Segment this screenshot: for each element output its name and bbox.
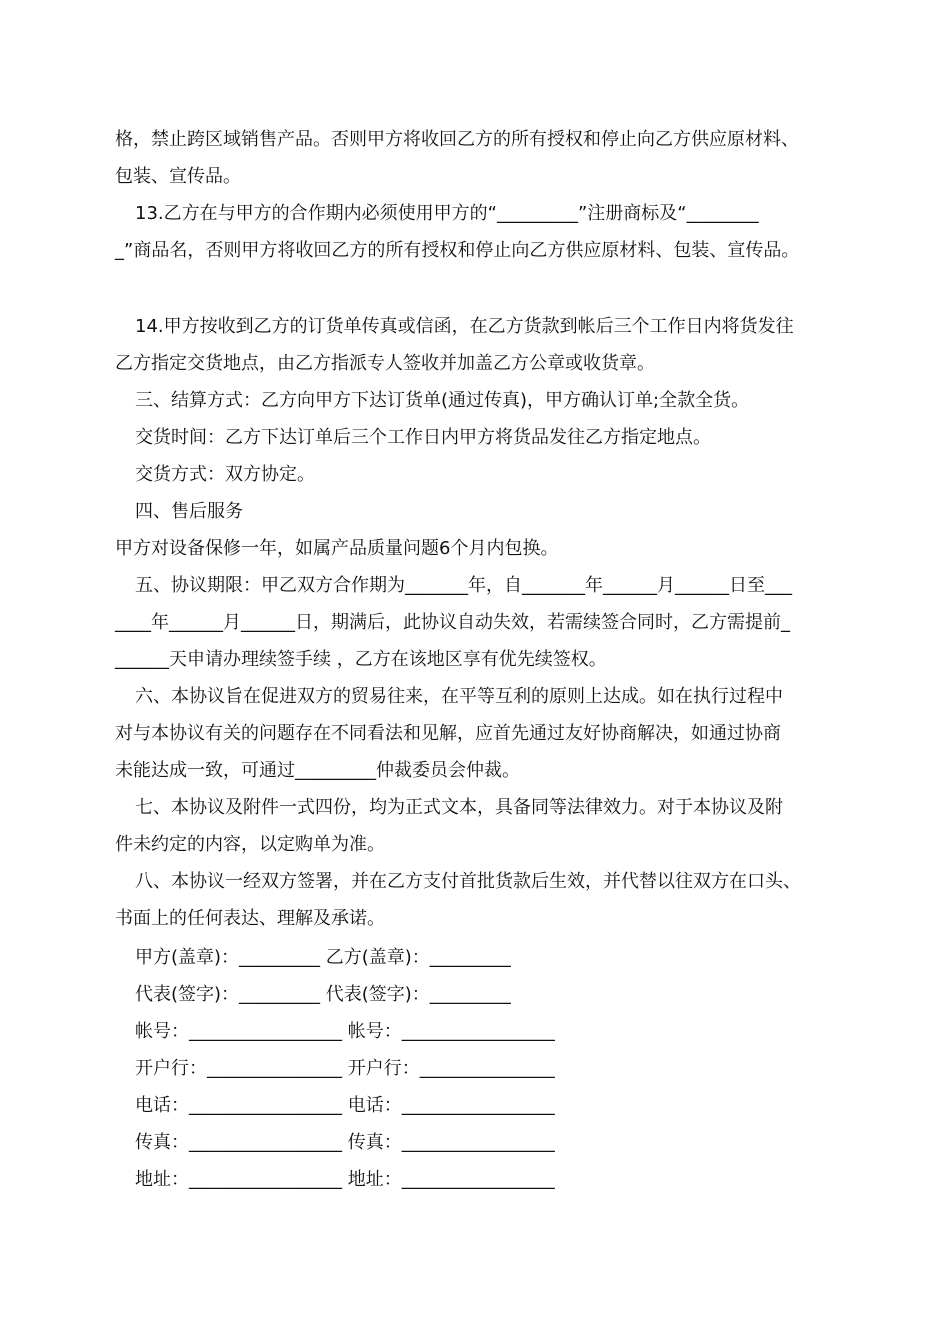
signature-field-row: 电话：_________________ 电话：_________________: [135, 1095, 555, 1116]
copies-line: 七、本协议及附件一式四份，均为正式文本，具备同等法律效力。对于本协议及附: [135, 797, 783, 818]
dispute-line: 六、本协议旨在促进双方的贸易往来，在平等互利的原则上达成。如在执行过程中: [135, 686, 783, 707]
signature-field-row: 甲方(盖章)：_________ 乙方(盖章)：_________: [135, 947, 511, 968]
dispute-line: 对与本协议有关的问题存在不同看法和见解，应首先通过友好协商解决，如通过协商: [115, 723, 781, 744]
warranty-line: 甲方对设备保修一年，如属产品质量问题6个月内包换。: [115, 538, 559, 559]
dispute-line: 未能达成一致，可通过_________仲裁委员会仲裁。: [115, 760, 520, 781]
effect-line: 八、本协议一经双方签署，并在乙方支付首批货款后生效，并代替以往双方在口头、: [135, 871, 801, 892]
signature-field-row: 开户行：_______________ 开户行：_______________: [135, 1058, 555, 1079]
delivery-method-line: 交货方式：双方协定。: [135, 464, 315, 485]
signature-field-row: 地址：_________________ 地址：_________________: [135, 1169, 555, 1190]
signature-field-row: 代表(签字)：_________ 代表(签字)：_________: [135, 984, 511, 1005]
settlement-line: 三、结算方式：乙方向甲方下达订货单(通过传真)，甲方确认订单;全款全货。: [135, 390, 750, 411]
signature-field-row: 帐号：_________________ 帐号：_________________: [135, 1021, 555, 1042]
term-line: 五、协议期限：甲乙双方合作期为_______年，自_______年______月______日至___: [135, 575, 792, 596]
clause-14-line: 14.甲方按收到乙方的订货单传真或信函，在乙方货款到帐后三个工作日内将货发往: [135, 316, 794, 337]
paragraph-line: 格，禁止跨区域销售产品。否则甲方将收回乙方的所有授权和停止向乙方供应原材料、: [115, 129, 799, 150]
clause-13-line: _”商品名，否则甲方将收回乙方的所有授权和停止向乙方供应原材料、包装、宣传品。: [115, 240, 800, 261]
paragraph-line: 包装、宣传品。: [115, 166, 241, 187]
copies-line: 件未约定的内容，以定购单为准。: [115, 834, 385, 855]
signature-field-row: 传真：_________________ 传真：_________________: [135, 1132, 555, 1153]
effect-line: 书面上的任何表达、理解及承诺。: [115, 908, 385, 929]
clause-14-line: 乙方指定交货地点，由乙方指派专人签收并加盖乙方公章或收货章。: [115, 353, 655, 374]
term-line: ______天申请办理续签手续 ，乙方在该地区享有优先续签权。: [115, 649, 607, 670]
clause-13-line: 13.乙方在与甲方的合作期内必须使用甲方的“_________”注册商标及“________: [135, 203, 759, 224]
term-line: ____年______月______日，期满后，此协议自动失效，若需续签合同时，乙方需提前_: [115, 612, 790, 633]
section-heading: 四、售后服务: [135, 501, 243, 522]
delivery-time-line: 交货时间：乙方下达订单后三个工作日内甲方将货品发往乙方指定地点。: [135, 427, 711, 448]
